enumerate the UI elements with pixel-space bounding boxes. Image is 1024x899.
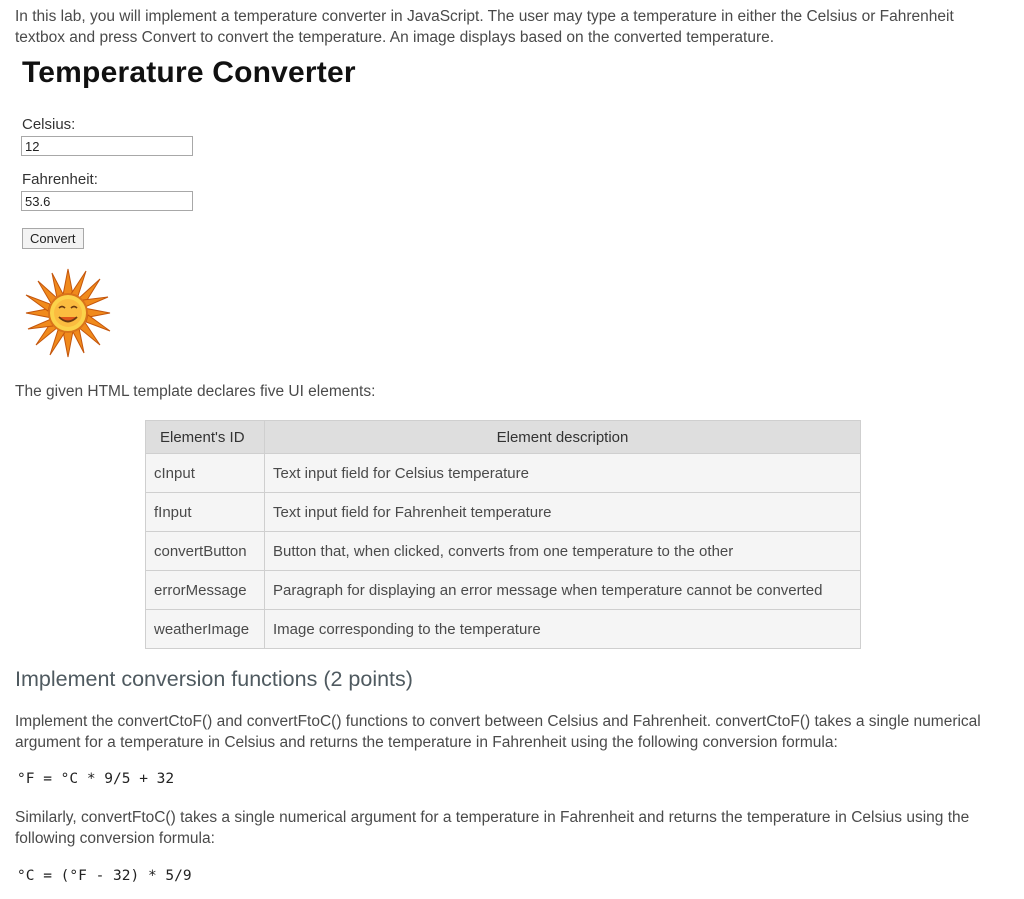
table-row [146,493,861,532]
cell-id: fInput [146,493,265,532]
table-header-row [146,421,861,454]
cell-id: convertButton [146,532,265,571]
celsius-input[interactable] [21,136,193,156]
elements-table [145,420,861,649]
cell-desc: Button that, when clicked, converts from one temperature to the other [265,532,861,571]
intro-paragraph: In this lab, you will implement a temperature converter in JavaScript. The user may type a temperature in either the Celsius or Fahrenheit textbox and press Convert to convert the temperature. An image displays based on the converted temperature. [15,8,954,46]
demo-title: Temperature Converter [22,56,356,89]
cell-desc: Image corresponding to the temperature [265,610,861,649]
cell-id: cInput [146,454,265,493]
formula-c-to-f: °F = °C * 9/5 + 32 [17,771,175,787]
formula-f-to-c: °C = (°F - 32) * 5/9 [17,868,192,884]
header-element-id: Element's ID [146,421,265,454]
cell-id: weatherImage [146,610,265,649]
conversion-paragraph-1: Implement the convertCtoF() and convertFtoC() functions to convert between Celsius and Fahrenheit. convertCtoF() takes a single numerical argument for a temperature in Celsius and returns the temperature in Fahrenheit using the following conversion formula: [15,713,981,751]
weather-image [22,265,114,361]
header-element-description: Element description [265,421,861,454]
given-text: The given HTML template declares five UI elements: [15,383,376,400]
table-row [146,571,861,610]
cell-desc: Text input field for Fahrenheit temperature [265,493,861,532]
section-heading: Implement conversion functions (2 points) [15,667,413,691]
cell-desc: Text input field for Celsius temperature [265,454,861,493]
conversion-paragraph-2: Similarly, convertFtoC() takes a single numerical argument for a temperature in Fahrenheit and returns the temperature in Celsius using the following conversion formula: [15,809,970,847]
celsius-label: Celsius: [22,116,76,133]
cell-desc: Paragraph for displaying an error message when temperature cannot be converted [265,571,861,610]
sun-icon [22,265,114,361]
fahrenheit-label: Fahrenheit: [22,171,98,188]
convert-button[interactable]: Convert [22,228,84,249]
table-row [146,454,861,493]
table-row [146,610,861,649]
cell-id: errorMessage [146,571,265,610]
fahrenheit-input[interactable] [21,191,193,211]
table-row [146,532,861,571]
